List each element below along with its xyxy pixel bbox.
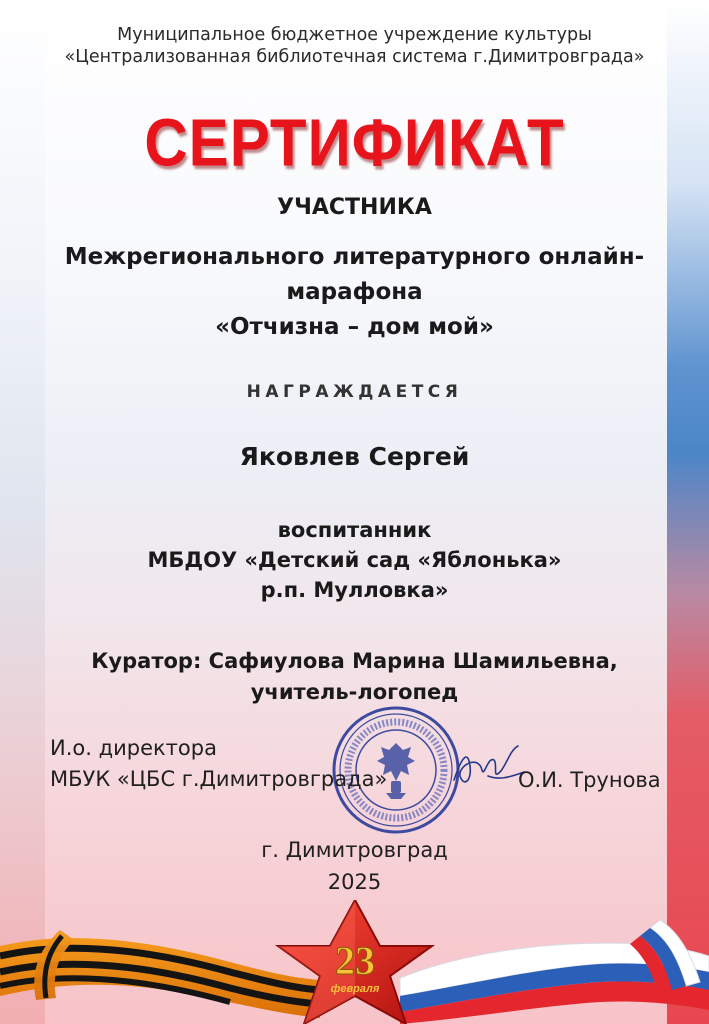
year-label: 2025 [327,870,382,894]
curator-line-1: Куратор: Сафиулова Марина Шамильевна, [91,649,618,673]
awarded-label: НАГРАЖДАЕТСЯ [246,382,463,402]
recipient-details [0,515,709,605]
signatory-position-line-1: И.о. директора [50,736,217,760]
organization-header [0,24,709,68]
organization-line-1: Муниципальное бюджетное учреждение культуры [117,25,592,45]
event-line-1: Межрегионального литературного онлайн- [64,244,645,270]
star-caption: февраля [330,983,380,995]
recipient-role: воспитанник [277,518,432,542]
signatory-position-line-2: МБУК «ЦБС г.Димитровграда» [50,767,388,791]
event-line-2: марафона [286,279,423,305]
signatory-name: О.И. Трунова [518,768,661,792]
star-number: 23 [335,938,375,983]
curator-line-2: учитель-логопед [250,680,459,704]
recipient-name: Яковлев Сергей [239,442,470,471]
russian-flag [400,920,709,1024]
bottom-decoration [0,900,709,1024]
recipient-institution: МБДОУ «Детский сад «Яблонька» [147,548,562,572]
recipient-settlement: р.п. Мулловка» [260,578,449,602]
curator-info [0,646,709,708]
signatory-position [50,733,387,795]
event-name [0,240,709,345]
event-line-3: «Отчизна – дом мой» [215,314,494,340]
certificate-subtitle: УЧАСТНИКА [277,195,432,220]
place-and-date [0,834,709,898]
st-george-ribbon [0,930,320,1018]
organization-line-2: «Централизованная библиотечная система г.Димитровграда» [64,47,645,67]
city-label: г. Димитровград [261,838,448,862]
handwritten-signature [448,736,528,796]
certificate-title: СЕРТИФИКАТ [144,105,565,181]
